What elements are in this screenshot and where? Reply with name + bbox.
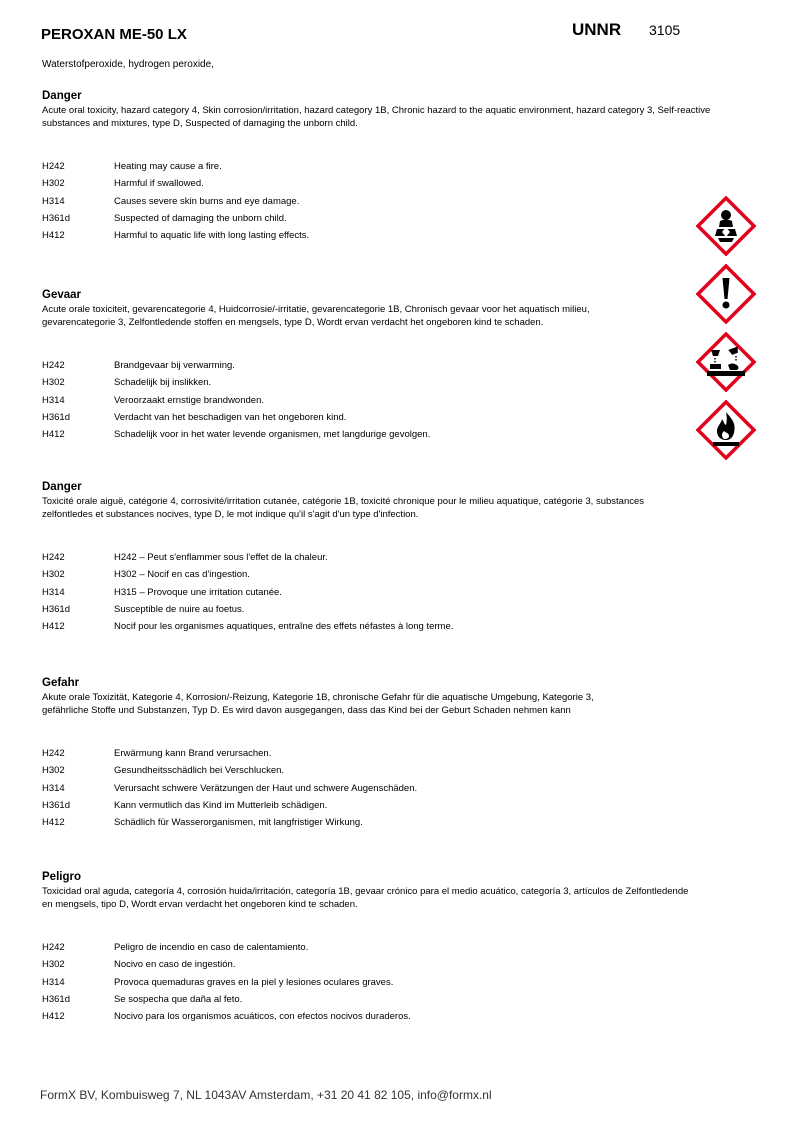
section-heading: Gevaar: [42, 289, 82, 301]
hazard-statement: [42, 212, 742, 229]
hazard-statement: [42, 941, 742, 958]
hazard-code: H314: [42, 782, 65, 794]
hazard-statement: [42, 586, 742, 603]
flame-icon: [696, 400, 756, 460]
hazard-statement: [42, 747, 742, 764]
hazard-text: Verdacht van het beschadigen van het ongeboren kind.: [114, 411, 347, 423]
hazard-text: Verursacht schwere Verätzungen der Haut und schwere Augenschäden.: [114, 782, 418, 794]
hazard-code: H302: [42, 178, 65, 190]
hazard-statement: [42, 782, 742, 799]
hazard-code: H242: [42, 161, 65, 172]
hazard-code: H361d: [42, 212, 70, 224]
hazard-statement: [42, 799, 742, 816]
hazard-text: Peligro de incendio en caso de calentamiento.: [114, 942, 309, 953]
section-description: Acute orale toxiciteit, gevarencategorie 4, Huidcorrosie/-irritatie, gevarencategorie 1B, Chronisch gevaar voor het aquatisch milieu, gevarencategorie 3, Zelfontledende stoffen en mengsels, type D, Wordt ervan verdacht het ongeboren kind te schaden.: [42, 304, 590, 328]
hazard-statement: [42, 160, 742, 177]
hazard-text: Schädlich für Wasserorganismen, mit langfristiger Wirkung.: [114, 817, 363, 829]
un-code: UNNR: [572, 20, 622, 39]
hazard-statement: [42, 411, 742, 428]
section-heading: Danger: [42, 481, 82, 493]
substance-name: Waterstofperoxide, hydrogen peroxide,: [42, 59, 214, 70]
hazard-statement: [42, 195, 742, 212]
hazard-text: Schadelijk voor in het water levende organismen, met langdurige gevolgen.: [114, 429, 431, 441]
hazard-text: Nocif pour les organismes aquatiques, entraîne des effets néfastes à long terme.: [114, 621, 454, 633]
hazard-statement: [42, 551, 742, 568]
hazard-text: Brandgevaar bij verwarming.: [114, 360, 235, 371]
section-dutch: [42, 288, 742, 445]
hazard-text: Susceptible de nuire au foetus.: [114, 603, 245, 615]
hazard-statement: [42, 177, 742, 194]
hazard-statement: [42, 603, 742, 620]
hazard-code: H302: [42, 765, 65, 777]
section-heading: Peligro: [42, 871, 81, 883]
hazard-code: H242: [42, 552, 65, 563]
hazard-text: Gesundheitsschädlich bei Verschlucken.: [114, 765, 285, 777]
section-english: [42, 89, 742, 246]
hazard-statement-list: [42, 747, 742, 833]
hazard-statement-list: [42, 941, 742, 1027]
hazard-code: H314: [42, 394, 65, 406]
hazard-statement-list: [42, 551, 742, 637]
hazard-code: H361d: [42, 603, 70, 615]
hazard-statement: [42, 764, 742, 781]
hazard-code: H361d: [42, 411, 70, 423]
section-description: Akute orale Toxizität, Kategorie 4, Korrosion/-Reizung, Kategorie 1B, chronische Gefahr für die aquatische Umgebung, Kategorie 3, gefährliche Stoffe und Substanzen, Typ D. Es wird davon ausgegangen, dass das Kind bei der Geburt Schaden nehmen kann: [42, 692, 594, 716]
hazard-code: H302: [42, 569, 65, 581]
hazard-code: H314: [42, 976, 65, 988]
product-title: PEROXAN ME-50 LX: [41, 26, 187, 43]
corrosion-icon: [696, 332, 756, 392]
hazard-text: H315 – Provoque une irritation cutanée.: [114, 586, 282, 598]
hazard-text: Provoca quemaduras graves en la piel y lesiones oculares graves.: [114, 976, 394, 988]
hazard-code: H242: [42, 748, 65, 759]
hazard-statement: [42, 394, 742, 411]
hazard-code: H302: [42, 377, 65, 389]
hazard-text: Harmful if swallowed.: [114, 178, 204, 190]
hazard-statement: [42, 958, 742, 975]
hazard-statement: [42, 976, 742, 993]
hazard-code: H242: [42, 942, 65, 953]
section-german: [42, 676, 742, 833]
hazard-code: H302: [42, 959, 65, 971]
section-description: Acute oral toxicity, hazard category 4, Skin corrosion/irritation, hazard category 1B, Chronic hazard to the aquatic environment, hazard category 3, Self-reactive substances and mixtures, type D, Suspected of damaging the unborn child.: [42, 105, 711, 129]
section-spanish: [42, 870, 742, 1027]
section-heading: Gefahr: [42, 677, 80, 689]
hazard-text: Schadelijk bij inslikken.: [114, 377, 212, 389]
hazard-statement-list: [42, 359, 742, 445]
hazard-text: Nocivo para los organismos acuáticos, con efectos nocivos duraderos.: [114, 1011, 411, 1023]
hazard-code: H314: [42, 195, 65, 207]
hazard-text: H242 – Peut s'enflammer sous l'effet de la chaleur.: [114, 552, 328, 563]
hazard-statement: [42, 376, 742, 393]
health-hazard-icon: [696, 196, 756, 256]
hazard-text: Harmful to aquatic life with long lasting effects.: [114, 230, 310, 242]
hazard-text: Kann vermutlich das Kind im Mutterleib schädigen.: [114, 799, 328, 811]
hazard-statement-list: [42, 160, 742, 246]
section-french: [42, 480, 742, 637]
hazard-text: Veroorzaakt ernstige brandwonden.: [114, 394, 264, 406]
hazard-text: Causes severe skin burns and eye damage.: [114, 195, 300, 207]
hazard-statement: [42, 359, 742, 376]
hazard-code: H361d: [42, 993, 70, 1005]
hazard-code: H361d: [42, 799, 70, 811]
section-heading: Danger: [42, 90, 82, 102]
hazard-statement: [42, 1010, 742, 1027]
hazard-text: Suspected of damaging the unborn child.: [114, 212, 287, 224]
hazard-statement: [42, 816, 742, 833]
hazard-text: Erwärmung kann Brand verursachen.: [114, 748, 272, 759]
hazard-text: Se sospecha que daña al feto.: [114, 993, 243, 1005]
hazard-code: H412: [42, 817, 65, 829]
hazard-text: Heating may cause a fire.: [114, 161, 222, 172]
hazard-text: Nocivo en caso de ingestión.: [114, 959, 236, 971]
exclamation-mark-icon: [696, 264, 756, 324]
section-description: Toxicité orale aiguë, catégorie 4, corrosivité/irritation cutanée, catégorie 1B, toxicité chronique pour le milieu aquatique, catégorie 3, substances zelfontledes et substances nocives, type D, le mot indique qu'il s'agit d'un type d'infection.: [42, 496, 645, 520]
hazard-code: H412: [42, 1011, 65, 1023]
hazard-code: H242: [42, 360, 65, 371]
hazard-code: H412: [42, 429, 65, 441]
hazard-statement: [42, 229, 742, 246]
hazard-statement: [42, 568, 742, 585]
hazard-code: H412: [42, 230, 65, 242]
hazard-text: H302 – Nocif en cas d'ingestion.: [114, 569, 250, 581]
section-description: Toxicidad oral aguda, categoría 4, corrosión huida/irritación, categoría 1B, gevaar crónico para el medio acuático, categoría 3, artículos de Zelfontledende en mengsels, tipo D, Wordt ervan verdacht het ongeboren kind te schaden.: [42, 886, 689, 910]
hazard-statement: [42, 620, 742, 637]
hazard-statement: [42, 428, 742, 445]
hazard-code: H412: [42, 621, 65, 633]
hazard-code: H314: [42, 586, 65, 598]
un-number: 3105: [649, 22, 681, 38]
footer-contact: FormX BV, Kombuisweg 7, NL 1043AV Amsterdam, +31 20 41 82 105, info@formx.nl: [40, 1088, 492, 1102]
hazard-statement: [42, 993, 742, 1010]
